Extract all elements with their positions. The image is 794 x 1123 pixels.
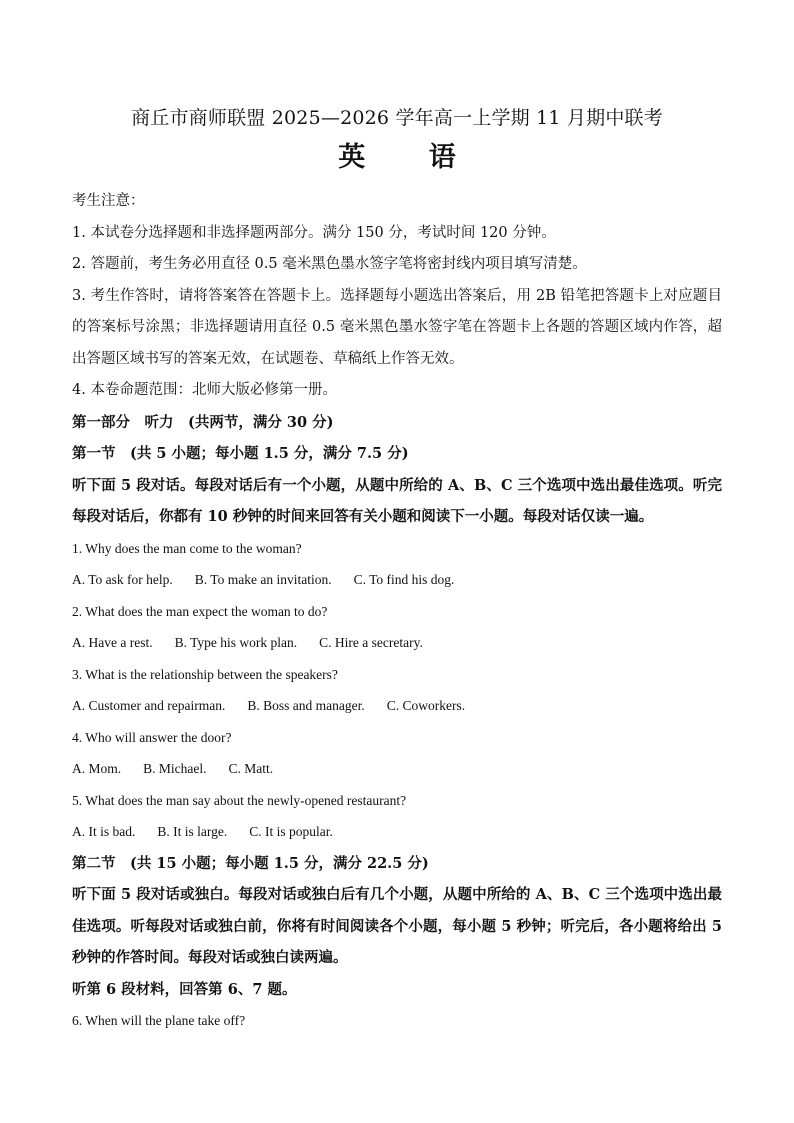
option-c: C. Coworkers.: [386, 698, 466, 713]
question-2: [72, 596, 722, 659]
option-b: B. Type his work plan.: [174, 635, 298, 650]
section2-heading: 第二节 (共 15 小题；每小题 1.5 分，满分 22.5 分): [72, 854, 429, 872]
notice-heading: 考生注意：: [72, 193, 145, 209]
section1-heading: 第一节 (共 5 小题；每小题 1.5 分，满分 7.5 分): [72, 445, 409, 462]
question-options: [72, 816, 722, 848]
question-stem: 2. What does the man expect the woman to do?: [72, 603, 328, 619]
question-3: [72, 659, 722, 722]
question-options: [72, 564, 722, 596]
question-stem: 3. What is the relationship between the speakers?: [72, 666, 338, 682]
option-c: C. It is popular.: [249, 824, 333, 839]
exam-title: 商丘市商师联盟 2025—2026 学年高一上学期 11 月期中联考: [131, 107, 663, 129]
question-1: [72, 533, 722, 596]
option-c: C. To find his dog.: [353, 572, 455, 587]
option-c: C. Hire a secretary.: [319, 635, 423, 650]
option-b: B. Michael.: [143, 761, 207, 776]
option-b: B. It is large.: [157, 824, 228, 839]
question-6-stem: 6. When will the plane take off?: [72, 1013, 246, 1028]
material-6-heading: 听第 6 段材料，回答第 6、7 题。: [72, 980, 297, 998]
subject-heading: 英 语: [338, 142, 456, 173]
section2-instruction: 听下面 5 段对话或独白。每段对话或独白后有几个小题，从题中所给的 A、B、C 三个选项中选出最佳选项。听每段对话或独白前，你将有时间阅读各个小题，每小题 5 秒钟；听完后，各小题将给出 5 秒钟的作答时间。每段对话或独白读两遍。: [72, 886, 722, 966]
option-c: C. Matt.: [228, 761, 274, 776]
option-a: A. Have a rest.: [72, 635, 153, 650]
part1-heading: 第一部分 听力 (共两节，满分 30 分): [72, 413, 334, 431]
option-b: B. To make an invitation.: [194, 572, 332, 587]
option-a: A. It is bad.: [72, 824, 136, 839]
question-4: [72, 722, 722, 785]
option-a: A. Mom.: [72, 761, 122, 776]
section1-instruction: 听下面 5 段对话。每段对话后有一个小题，从题中所给的 A、B、C 三个选项中选出最佳选项。听完每段对话后，你都有 10 秒钟的时间来回答有关小题和阅读下一小题。每段对话仅读一遍。: [72, 476, 722, 525]
option-b: B. Boss and manager.: [247, 698, 365, 713]
option-a: A. To ask for help.: [72, 572, 173, 587]
question-stem: 1. Why does the man come to the woman?: [72, 540, 302, 556]
question-stem: 4. Who will answer the door?: [72, 729, 232, 745]
notice-item-3: 3. 考生作答时，请将答案答在答题卡上。选择题每小题选出答案后，用 2B 铅笔把答题卡上对应题目的答案标号涂黑；非选择题请用直径 0.5 毫米黑色墨水签字笔在答题卡上各题的答题区域内作答，超出答题区域书写的答案无效，在试题卷、草稿纸上作答无效。: [72, 287, 722, 367]
question-options: [72, 627, 722, 659]
option-a: A. Customer and repairman.: [72, 698, 226, 713]
question-options: [72, 690, 722, 722]
notice-item-4: 4. 本卷命题范围：北师大版必修第一册。: [72, 382, 337, 398]
notice-item-1: 1. 本试卷分选择题和非选择题两部分。满分 150 分，考试时间 120 分钟。: [72, 224, 556, 241]
notice-item-2: 2. 答题前，考生务必用直径 0.5 毫米黑色墨水签字笔将密封线内项目填写清楚。: [72, 256, 587, 272]
question-stem: 5. What does the man say about the newly-opened restaurant?: [72, 792, 407, 808]
question-options: [72, 753, 722, 785]
question-5: [72, 785, 722, 848]
